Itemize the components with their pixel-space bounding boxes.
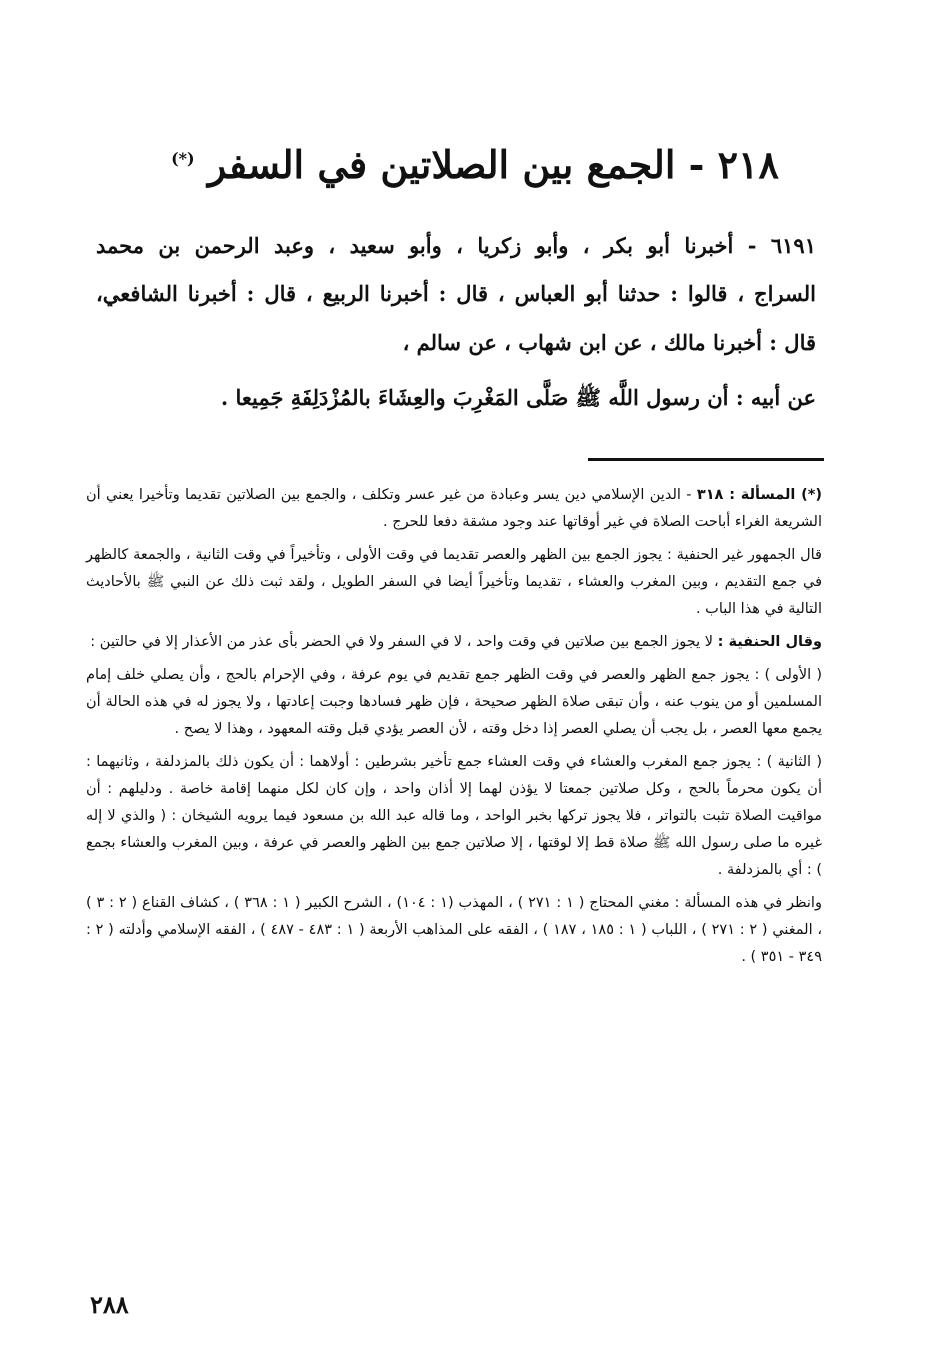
footnote-paragraph-1 (86, 482, 822, 536)
footnotes (86, 482, 822, 977)
footnote-paragraph-3 (86, 629, 822, 656)
hadith-line-4: عن أبيه : أن رسول اللَّه ﷺ صَلَّى المَغْرِبَ والعِشَاءَ بالمُزْدَلِفَةِ جَمِيعا . (220, 385, 816, 410)
footnote-text: لا يجوز الجمع بين صلاتين في وقت واحد ، لا في السفر ولا في الحضر بأى عذر من الأعذار إلا في حالتين : (90, 634, 714, 650)
footnote-paragraph-6: وانظر في هذه المسألة : مغني المحتاج ( ١ : ٢٧١ ) ، المهذب (١ : ١٠٤) ، الشرح الكبير ( ١ : ٣٦٨ ) ، كشاف القناع ( ٢ : ٣ ) ، المغني ( ٢ : ٢٧١ ) ، اللباب ( ١ : ١٨٥ ، ١٨٧ ) ، الفقه على المذاهب الأربعة ( ١ : ٤٨٣ - ٤٨٧ ) ، الفقه الإسلامي وأدلته ( ٢ : ٣٤٩ - ٣٥١ ) . (86, 895, 823, 965)
chapter-title (80, 142, 866, 187)
footnote-paragraph-4: ( الأولى ) : يجوز جمع الظهر والعصر في وقت الظهر جمع تقديم في يوم عرفة ، وفي الإحرام بالحج ، وأن يصلي خلف إمام المسلمين أو من ينوب عنه ، وأن تبقى صلاة الظهر صحيحة ، فإن ظهر فسادها وجبت إعادتها ، ولا يجوز له في هذه الحالة أن يجمع معها العصر ، بل يجب أن يصلي العصر إذا دخل وقته ، لأن العصر يؤدي قبل وقته المعهود ، وهذا لا يصح . (86, 667, 822, 737)
footnote-issue-label: (*) المسألة : ٣١٨ (696, 487, 823, 503)
hadith-line-3: قال : أخبرنا مالك ، عن ابن شهاب ، عن سالم ، (402, 330, 816, 355)
hadith-line-2: السراج ، قالوا : حدثنا أبو العباس ، قال : أخبرنا الربيع ، قال : أخبرنا الشافعي، (96, 281, 816, 306)
footnote-paragraph-2: قال الجمهور غير الحنفية : يجوز الجمع بين الظهر والعصر تقديما في وقت الأولى ، وتأخيراً في وقت الثانية ، والجمعة كالظهر في جمع التقديم ، وبين المغرب والعشاء ، تقديما وتأخيراً أيضا في السفر الطويل ، ولقد ثبت ذلك عن النبي ﷺ بالأحاديث التالية في هذا الباب . (86, 547, 822, 617)
footnote-text: - الدين الإسلامي دين يسر وعبادة من غير عسر وتكلف ، والجمع بين الصلاتين تقديما وتأخيرا يعني أن الشريعة الغراء أباحت الصلاة في غير أوقاتها عند وجود مشقة دفعا للحرج . (86, 487, 822, 530)
page-number: ٢٨٨ (90, 1290, 129, 1319)
chapter-title-text: ٢١٨ - الجمع بين الصلاتين في السفر (207, 142, 779, 187)
footnote-divider (588, 458, 824, 461)
hadith-line-1: ٦١٩١ - أخبرنا أبو بكر ، وأبو زكريا ، وأبو سعيد ، وعبد الرحمن بن محمد (96, 233, 816, 258)
footnote-paragraph-5: ( الثانية ) : يجوز جمع المغرب والعشاء في وقت العشاء جمع تأخير بشرطين : أولاهما : أن يكون ذلك بالمزدلفة ، وثانيهما : أن يكون محرماً بالحج ، وكل صلاتين جمعتا لا يؤذن لهما إلا أذان واحد ، وإن كان لكل منهما إقامة خاصة . ودليلهم : أن مواقيت الصلاة تثبت بالتواتر ، فلا يجوز تركها بخبر الواحد ، وما قاله عبد الله بن مسعود فيما يرويه الشيخان : ( والذي لا إله غيره ما صلى رسول الله ﷺ صلاة قط إلا لوقتها ، إلا صلاتين جمع بين الظهر والعصر في عرفة ، وبين المغرب والعشاء بجمع ) : أي بالمزدلفة . (86, 754, 822, 878)
footnote-marker: (*) (171, 149, 195, 169)
hanafi-label: وقال الحنفية : (717, 634, 822, 650)
